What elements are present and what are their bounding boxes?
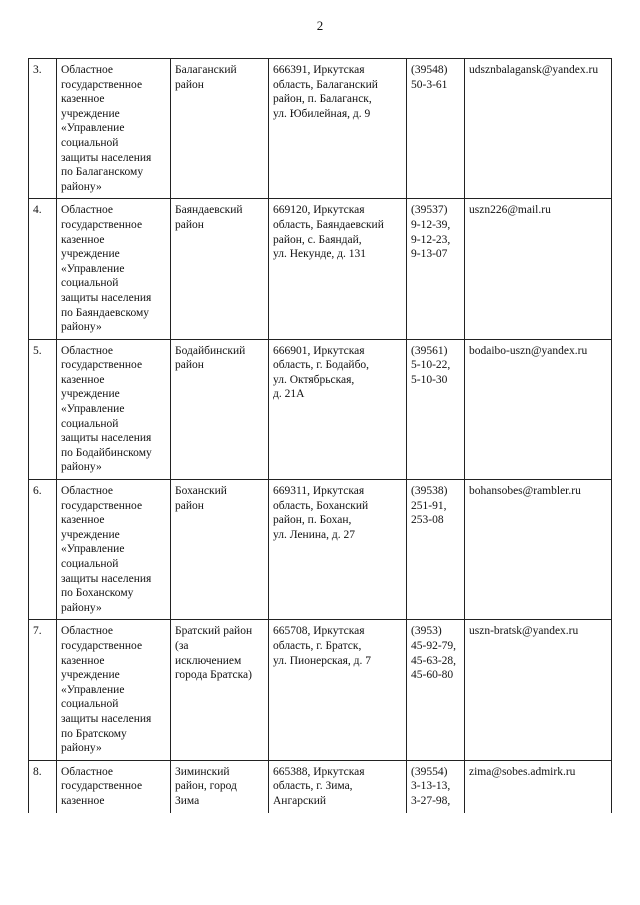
organization-name-line: казенное <box>61 93 105 106</box>
organization-name-line: учреждение <box>61 669 120 682</box>
postal-address-line: 669311, Иркутская <box>273 485 365 498</box>
organization-name-line: району» <box>61 742 102 755</box>
email-address[interactable]: uszn-bratsk@yandex.ru <box>469 625 579 638</box>
district-name-cell <box>171 760 269 813</box>
postal-address-cell <box>269 480 407 620</box>
organization-name-line: казенное <box>61 233 105 246</box>
district-name-line: Братский район <box>175 625 253 638</box>
row-number-cell <box>29 199 57 339</box>
organization-name-line: по Бодайбинскому <box>61 446 152 459</box>
registry-table <box>28 58 612 813</box>
postal-address-line: ул. Октябрьская, <box>273 373 355 386</box>
organization-name-line: Областное <box>61 485 113 498</box>
phone-numbers-line: 253-08 <box>411 514 444 527</box>
phone-numbers-cell <box>407 339 465 479</box>
organization-name-line: району» <box>61 321 102 334</box>
district-name-line: район <box>175 78 204 91</box>
organization-name-cell <box>57 760 171 813</box>
organization-name-line: Областное <box>61 204 113 217</box>
row-number-cell <box>29 339 57 479</box>
district-name-line: Балаганский <box>175 64 237 76</box>
district-name-line: Боханский <box>175 485 227 498</box>
organization-name-line: учреждение <box>61 528 120 541</box>
postal-address-line: ул. Юбилейная, д. 9 <box>273 107 371 120</box>
district-name-line: Зима <box>175 794 200 807</box>
organization-name-line: защиты населения <box>61 432 152 445</box>
organization-name-line: защиты населения <box>61 291 152 304</box>
postal-address-cell <box>269 760 407 813</box>
district-name-cell <box>171 339 269 479</box>
phone-numbers-line: (39537) <box>411 204 448 217</box>
organization-name-line: государственное <box>61 499 143 512</box>
district-name-line: исключением <box>175 654 242 667</box>
organization-name-line: государственное <box>61 78 143 91</box>
postal-address-line: Ангарский <box>273 794 327 807</box>
organization-name-line: защиты населения <box>61 712 152 725</box>
phone-numbers-line: 50-3-61 <box>411 78 448 91</box>
postal-address-cell <box>269 199 407 339</box>
table-row <box>29 760 612 813</box>
row-number-cell <box>29 760 57 813</box>
postal-address-cell <box>269 620 407 760</box>
phone-numbers-cell <box>407 480 465 620</box>
postal-address-line: район, п. Бохан, <box>273 514 352 527</box>
postal-address-line: ул. Некунде, д. 131 <box>273 248 367 261</box>
email-address[interactable]: bohansobes@rambler.ru <box>469 485 581 498</box>
postal-address-line: ул. Пионерская, д. 7 <box>273 654 371 667</box>
organization-name-line: социальной <box>61 698 119 711</box>
email-address[interactable]: zima@sobes.admirk.ru <box>469 765 576 778</box>
postal-address-line: 665388, Иркутская <box>273 765 365 778</box>
row-number: 3. <box>33 64 42 76</box>
postal-address-line: 665708, Иркутская <box>273 625 365 638</box>
phone-numbers-line: 3-13-13, <box>411 780 451 793</box>
district-name-cell <box>171 480 269 620</box>
district-name-line: район <box>175 499 204 512</box>
phone-numbers-line: 3-27-98, <box>411 794 451 807</box>
row-number-cell <box>29 480 57 620</box>
organization-name-line: району» <box>61 461 102 474</box>
table-row <box>29 199 612 339</box>
district-name-line: Бодайбинский <box>175 344 246 357</box>
email-address-cell <box>465 59 612 199</box>
district-name-cell <box>171 199 269 339</box>
organization-name-line: государственное <box>61 780 143 793</box>
phone-numbers-line: 5-10-22, <box>411 359 451 372</box>
organization-name-line: учреждение <box>61 107 120 120</box>
row-number-cell <box>29 59 57 199</box>
phone-numbers-line: (39561) <box>411 344 448 357</box>
phone-numbers-line: 9-12-39, <box>411 218 451 231</box>
postal-address-line: ул. Ленина, д. 27 <box>273 528 355 541</box>
organization-name-line: государственное <box>61 218 143 231</box>
page-number: 2 <box>316 18 324 33</box>
district-name-cell <box>171 59 269 199</box>
postal-address-line: район, п. Балаганск, <box>273 93 372 106</box>
row-number: 4. <box>33 204 42 217</box>
table-row <box>29 59 612 199</box>
phone-numbers-line: 5-10-30 <box>411 373 448 386</box>
registry-table-body <box>29 59 612 813</box>
postal-address-line: 669120, Иркутская <box>273 204 365 217</box>
row-number: 8. <box>33 765 42 778</box>
organization-name-line: «Управление <box>61 122 125 135</box>
organization-name-line: социальной <box>61 277 119 290</box>
district-name-cell <box>171 620 269 760</box>
organization-name-cell <box>57 620 171 760</box>
phone-numbers-line: 45-60-80 <box>411 669 454 682</box>
district-name-line: район <box>175 218 204 231</box>
table-row <box>29 339 612 479</box>
organization-name-line: по Боханскому <box>61 587 134 600</box>
organization-name-line: по Братскому <box>61 727 127 740</box>
district-name-line: район <box>175 359 204 372</box>
postal-address-line: область, Балаганский <box>273 78 378 91</box>
organization-name-line: социальной <box>61 558 119 570</box>
email-address-cell <box>465 199 612 339</box>
phone-numbers-line: 251-91, <box>411 499 447 512</box>
organization-name-cell <box>57 59 171 199</box>
organization-name-line: казенное <box>61 794 105 807</box>
organization-name-line: учреждение <box>61 388 120 401</box>
phone-numbers-line: (3953) <box>411 625 442 638</box>
organization-name-line: казенное <box>61 654 105 667</box>
postal-address-line: область, г. Зима, <box>273 780 353 793</box>
organization-name-line: району» <box>61 180 102 193</box>
organization-name-line: социальной <box>61 136 119 149</box>
organization-name-line: «Управление <box>61 262 125 275</box>
organization-name-cell <box>57 199 171 339</box>
organization-name-line: казенное <box>61 373 105 386</box>
phone-numbers-line: 9-13-07 <box>411 248 448 261</box>
row-number-cell <box>29 620 57 760</box>
phone-numbers-line: (39554) <box>411 765 448 778</box>
postal-address-line: область, г. Братск, <box>273 639 362 652</box>
phone-numbers-line: (39548) <box>411 64 448 76</box>
email-address-cell <box>465 620 612 760</box>
email-address-cell <box>465 339 612 479</box>
phone-numbers-cell <box>407 760 465 813</box>
organization-name-line: Областное <box>61 765 113 778</box>
organization-name-line: социальной <box>61 417 119 430</box>
organization-name-line: государственное <box>61 359 143 372</box>
row-number: 7. <box>33 625 42 638</box>
organization-name-line: Областное <box>61 64 113 76</box>
postal-address-line: район, с. Баяндай, <box>273 233 362 246</box>
organization-name-line: «Управление <box>61 543 125 556</box>
postal-address-line: д. 21А <box>273 388 305 401</box>
organization-name-line: государственное <box>61 639 143 652</box>
phone-numbers-cell <box>407 59 465 199</box>
email-address[interactable]: udsznbalagansk@yandex.ru <box>469 64 599 76</box>
phone-numbers-line: 9-12-23, <box>411 233 451 246</box>
organization-name-line: защиты населения <box>61 151 152 164</box>
organization-name-line: Областное <box>61 625 113 638</box>
phone-numbers-line: (39538) <box>411 485 448 498</box>
phone-numbers-cell <box>407 620 465 760</box>
organization-name-line: защиты населения <box>61 572 152 585</box>
table-row <box>29 480 612 620</box>
organization-name-line: казенное <box>61 514 105 527</box>
postal-address-line: 666391, Иркутская <box>273 64 365 76</box>
postal-address-cell <box>269 339 407 479</box>
organization-name-line: по Балаганскому <box>61 166 144 179</box>
email-address[interactable]: uszn226@mail.ru <box>469 204 551 217</box>
postal-address-line: область, Боханский <box>273 499 369 512</box>
phone-numbers-line: 45-92-79, <box>411 639 457 652</box>
organization-name-line: «Управление <box>61 683 125 696</box>
district-name-line: Зиминский <box>175 765 230 778</box>
phone-numbers-line: 45-63-28, <box>411 654 457 667</box>
table-row <box>29 620 612 760</box>
email-address-cell <box>465 760 612 813</box>
district-name-line: (за <box>175 639 189 652</box>
organization-name-line: Областное <box>61 344 113 357</box>
phone-numbers-cell <box>407 199 465 339</box>
organization-name-line: «Управление <box>61 403 125 416</box>
organization-name-line: району» <box>61 601 102 614</box>
organization-name-line: учреждение <box>61 248 120 261</box>
organization-name-line: по Баяндаевскому <box>61 306 150 319</box>
organization-name-cell <box>57 480 171 620</box>
email-address[interactable]: bodaibo-uszn@yandex.ru <box>469 344 588 357</box>
row-number: 5. <box>33 344 42 357</box>
row-number: 6. <box>33 485 42 498</box>
postal-address-line: область, Баяндаевский <box>273 218 384 231</box>
postal-address-line: 666901, Иркутская <box>273 344 365 357</box>
email-address-cell <box>465 480 612 620</box>
district-name-line: район, город <box>175 780 237 793</box>
postal-address-line: область, г. Бодайбо, <box>273 359 370 372</box>
postal-address-cell <box>269 59 407 199</box>
district-name-line: города Братска) <box>175 669 252 682</box>
district-name-line: Баяндаевский <box>175 204 243 217</box>
organization-name-cell <box>57 339 171 479</box>
